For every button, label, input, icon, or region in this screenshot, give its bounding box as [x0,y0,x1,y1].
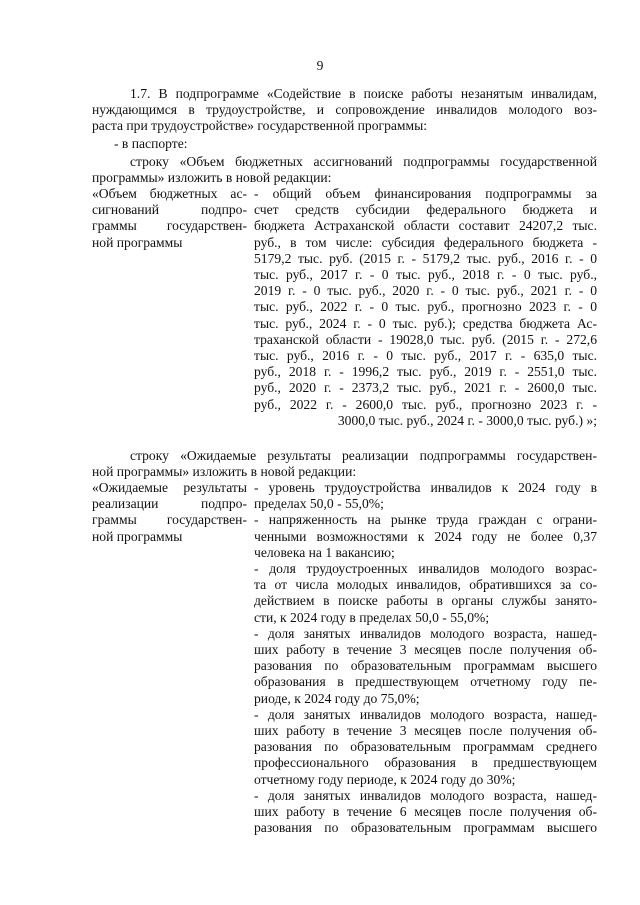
value-line: тыс. руб., 2017 г. - 0 тыс. руб., 2018 г. - 0 тыс. руб., [254,267,597,283]
value-line: - доля занятых инвалидов молодого возраста, нашед- [254,787,597,803]
value-line: бюджета Астраханской области составит 24207,2 тыс. [254,218,597,234]
results-instruction [92,448,597,480]
value-line: руб., в том числе: субсидия федерального бюджета - [254,234,597,250]
value-line: ших работу в течение 6 месяцев после получения об- [254,804,597,820]
value-line: тыс. руб., 2016 г. - 0 тыс. руб., 2017 г. - 635,0 тыс. [254,348,597,364]
value-line: - общий объем финансирования подпрограммы за [254,186,597,201]
label-line: сигнований подпро- [92,202,247,218]
result-item [254,480,597,512]
result-item [254,788,597,837]
value-line: ших работу в течение 3 месяцев после получения об- [254,642,597,658]
value-line: руб., 2018 г. - 1996,2 тыс. руб., 2019 г. - 2551,0 тыс. [254,364,597,380]
value-line: - доля трудоустроенных инвалидов молодого возрас- [254,561,597,577]
value-line: разования по образовательным программам высшего [254,820,597,836]
text-line: ной программы» изложить в новой редакции: [92,464,357,480]
value-line: профессионального образования в предшествующем [254,755,597,771]
value-line: счет средств субсидии федерального бюджета и [254,202,597,218]
text-line: строку «Объем бюджетных ассигнований подпрограммы государственной [130,154,597,169]
label-line: реализации подпро- [92,496,247,512]
value-line: ших работу в течение 3 месяцев после получения об- [254,723,597,739]
value-line: действием в поиске работы в органы службы занято- [254,593,597,609]
budget-row-value [254,186,597,429]
label-line: ной программы [92,234,183,250]
value-line: - доля занятых инвалидов молодого возраста, нашед- [254,625,597,641]
value-line: разования по образовательным программам среднего [254,739,597,755]
value-line: тыс. руб., 2022 г. - 0 тыс. руб., прогнозно 2023 г. - 0 [254,299,597,315]
text-line: раста при трудоустройстве» государственной программы: [92,118,428,134]
in-passport-text [92,136,597,152]
result-item [254,561,597,626]
text-line: программы» изложить в новой редакции: [92,170,332,186]
section-heading [92,86,597,135]
budget-instruction [92,154,597,186]
value-line: отчетному году периоде, к 2024 году до 30%; [254,771,516,787]
value-line: - доля занятых инвалидов молодого возраста, нашед- [254,706,597,722]
value-line: пределах 50,0 - 55,0%; [254,496,384,512]
value-line: - напряженность на рынке труда граждан с ограни- [254,512,597,528]
value-line: руб., 2020 г. - 2373,2 тыс. руб., 2021 г. - 2600,0 тыс. [254,380,597,396]
value-line: - уровень трудоустройства инвалидов к 2024 году в [254,480,597,495]
value-line: 2019 г. - 0 тыс. руб., 2020 г. - 0 тыс. руб., 2021 г. - 0 [254,283,597,299]
value-line: риоде, к 2024 году до 75,0%; [254,690,420,706]
value-line: руб., 2022 г. - 2600,0 тыс. руб., прогнозно 2023 г. - [254,396,597,412]
text-line: строку «Ожидаемые результаты реализации подпрограммы государствен- [130,448,597,463]
value-line: образования в предшествующем отчетному году пе- [254,674,597,690]
label-line: граммы государствен- [92,218,247,234]
text-line: 1.7. В подпрограмме «Содействие в поиске работы незанятым инвалидам, [130,86,597,101]
value-line: ченными возможностями к 2024 году не более 0,37 [254,528,597,544]
value-line: тыс. руб., 2024 г. - 0 тыс. руб.); средства бюджета Ас- [254,315,597,331]
value-line: траханской области - 19028,0 тыс. руб. (2015 г. - 272,6 [254,331,597,347]
page-number: 9 [316,58,324,73]
value-line: 3000,0 тыс. руб., 2024 г. - 3000,0 тыс. руб.) »; [337,412,597,428]
results-row-label [92,480,247,545]
value-line: та от числа молодых инвалидов, обратившихся за со- [254,577,597,593]
results-row-items [254,480,597,836]
label-line: «Ожидаемые результаты [92,480,247,495]
label-line: «Объем бюджетных ас- [92,186,247,201]
value-line: человека на 1 вакансию; [254,544,395,560]
result-item [254,626,597,707]
label-line: граммы государствен- [92,512,247,528]
value-line: сти, к 2024 году в пределах 50,0 - 55,0%; [254,609,490,625]
text-line: - в паспорте: [114,136,188,151]
result-item [254,707,597,788]
value-line: разования по образовательным программам высшего [254,658,597,674]
value-line: 5179,2 тыс. руб. (2015 г. - 5179,2 тыс. руб., 2016 г. - 0 [254,250,597,266]
result-item [254,512,597,561]
label-line: ной программы [92,528,183,544]
text-line: нуждающимся в трудоустройстве, и сопровождение инвалидов молодого воз- [92,102,597,118]
budget-row-label [92,186,247,251]
